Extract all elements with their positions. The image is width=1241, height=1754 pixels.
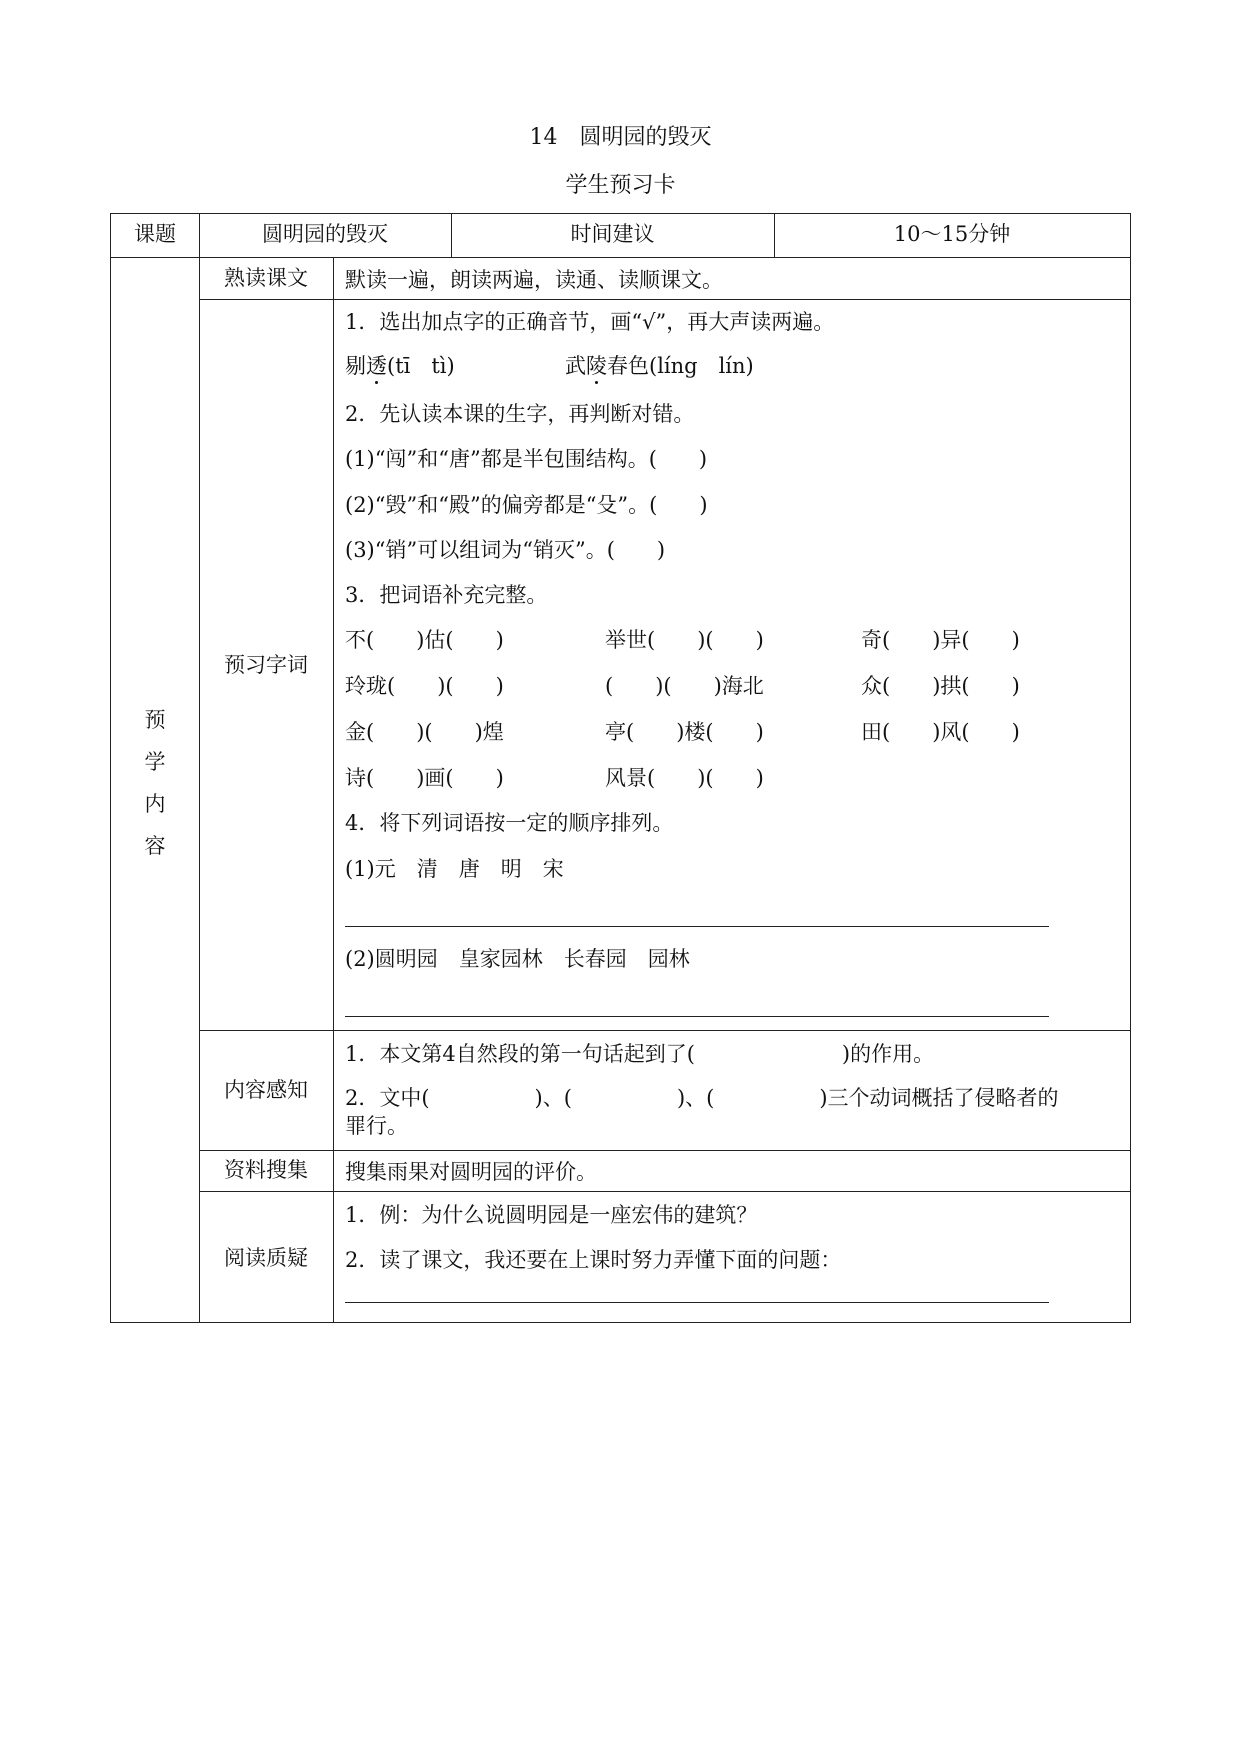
lesson-title — [0, 120, 1241, 151]
question-item: 2．读了课文，我还要在上课时努力弄懂下面的问题： — [345, 1248, 842, 1272]
order-item: (1)元 清 唐 明 宋 — [345, 857, 564, 881]
vocab-label: 预习字词 — [224, 653, 308, 677]
topic-label: 课题 — [134, 222, 176, 246]
judge-item: (1)“闯”和“唐”都是半包围结构。( ) — [345, 447, 708, 471]
question-item: 1．例：为什么说圆明园是一座宏伟的建筑？ — [345, 1203, 758, 1227]
vocab-q4: 4．将下列词语按一定的顺序排列。 — [345, 811, 674, 835]
side-char: 学 — [144, 750, 166, 774]
pinyin-item: 武陵春色(líng lín) — [565, 354, 754, 378]
judge-item: (2)“毁”和“殿”的偏旁都是“殳”。( ) — [345, 493, 708, 517]
side-label — [111, 704, 199, 872]
reading-label: 熟读课文 — [224, 266, 308, 290]
fill-word: 玲珑( )( ) — [345, 674, 504, 698]
questions-label: 阅读质疑 — [224, 1246, 308, 1270]
fill-word: 举世( )( ) — [605, 628, 764, 652]
time-label: 时间建议 — [570, 222, 655, 246]
answer-line — [345, 1302, 1049, 1303]
fill-word: 不( )估( ) — [345, 628, 504, 652]
dotted-char: 透 — [366, 354, 387, 378]
card-title: 学生预习卡 — [565, 173, 676, 198]
fill-word: 风景( )( ) — [605, 766, 764, 790]
side-char: 内 — [144, 792, 166, 816]
answer-line — [345, 926, 1049, 927]
order-item: (2)圆明园 皇家园林 长春园 园林 — [345, 947, 690, 971]
lesson-number: 14 — [529, 125, 558, 150]
preview-table — [110, 213, 1131, 1323]
side-char: 预 — [144, 708, 166, 732]
vocab-q3: 3．把词语补充完整。 — [345, 583, 548, 607]
dotted-char: 陵 — [586, 354, 607, 378]
answer-line — [345, 1016, 1049, 1017]
pinyin-item: 剔透(tī tì) — [345, 354, 455, 378]
content-item: 1．本文第4自然段的第一句话起到了( )的作用。 — [345, 1042, 935, 1066]
content-item: 罪行。 — [345, 1114, 408, 1138]
time-value: 10～15分钟 — [893, 222, 1011, 246]
content-item: 2．文中( )、( )、( )三个动词概括了侵略者的 — [345, 1086, 1059, 1110]
vocab-q2: 2．先认读本课的生字，再判断对错。 — [345, 402, 695, 426]
research-content: 搜集雨果对圆明园的评价。 — [345, 1160, 597, 1184]
research-label: 资料搜集 — [224, 1158, 308, 1182]
fill-word: 金( )( )煌 — [345, 720, 504, 744]
side-char: 容 — [144, 834, 166, 858]
reading-content: 默读一遍，朗读两遍，读通、读顺课文。 — [345, 268, 723, 292]
fill-word: 亭( )楼( ) — [605, 720, 764, 744]
fill-word: 奇( )异( ) — [861, 628, 1020, 652]
fill-word: 诗( )画( ) — [345, 766, 504, 790]
content-label: 内容感知 — [224, 1078, 308, 1102]
fill-word: ( )( )海北 — [605, 674, 764, 698]
topic-value: 圆明园的毁灭 — [262, 222, 388, 246]
judge-item: (3)“销”可以组词为“销灭”。( ) — [345, 538, 666, 562]
fill-word: 田( )风( ) — [861, 720, 1020, 744]
vocab-q1: 1．选出加点字的正确音节，画“√”，再大声读两遍。 — [345, 310, 835, 334]
lesson-name: 圆明园的毁灭 — [579, 125, 712, 150]
fill-word: 众( )拱( ) — [861, 674, 1020, 698]
